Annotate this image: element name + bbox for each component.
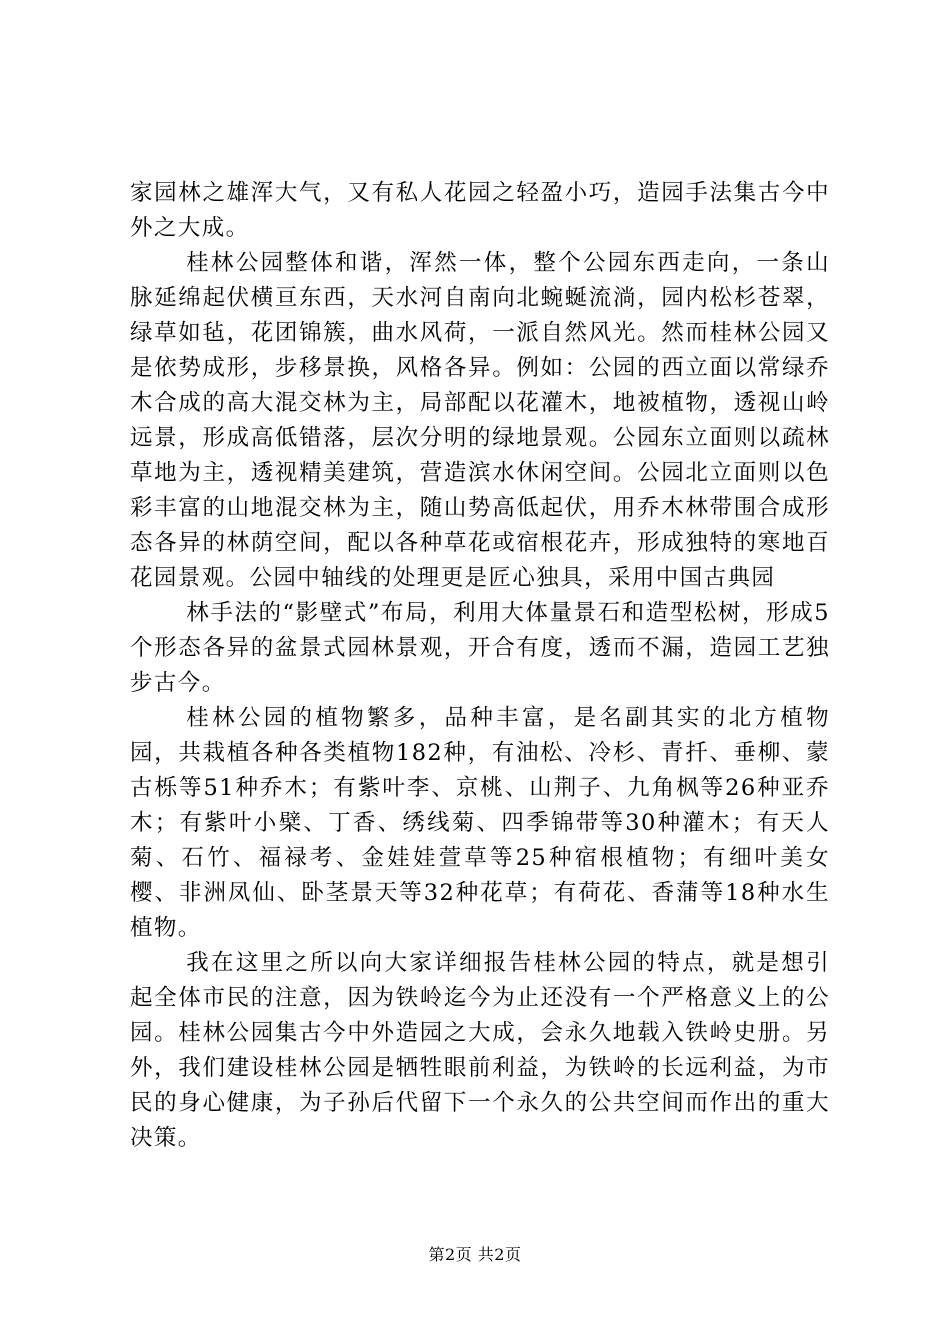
page-number-footer: 第2页 共2页 [428,1245,522,1264]
paragraph-2: 桂林公园整体和谐，浑然一体，整个公园东西走向，一条山脉延绵起伏横亘东西，天水河自南向北蜿蜒流淌，园内松杉苍翠，绿草如毡，花团锦簇，曲水风荷，一派自然风光。然而桂林公园又是依势成形，步移景换，风格各异。例如：公园的西立面以常绿乔木合成的高大混交林为主，局部配以花灌木，地被植物，透视山岭远景，形成高低错落，层次分明的绿地景观。公园东立面则以疏林草地为主，透视精美建筑，营造滨水休闲空间。公园北立面则以色彩丰富的山地混交林为主，随山势高低起伏，用乔木林带围合成形态各异的林荫空间，配以各种草花或宿根花卉，形成独特的寒地百花园景观。公园中轴线的处理更是匠心独具，采用中国古典园 [130,250,830,591]
paragraph-3: 林手法的“影壁式”布局，利用大体量景石和造型松树，形成5个形态各异的盆景式园林景观，开合有度，透而不漏，造园工艺独步古今。 [130,600,830,696]
paragraph-1: 家园林之雄浑大气，又有私人花园之轻盈小巧，造园手法集古今中外之大成。 [130,180,830,241]
paragraph-5: 我在这里之所以向大家详细报告桂林公园的特点，就是想引起全体市民的注意，因为铁岭迄今为止还没有一个严格意义上的公园。桂林公园集古今中外造园之大成，会永久地载入铁岭史册。另外，我们建设桂林公园是牺牲眼前利益，为铁岭的长远利益，为市民的身心健康，为子孙后代留下一个永久的公共空间而作出的重大决策。 [130,950,830,1151]
paragraph-4: 桂林公园的植物繁多，品种丰富，是名副其实的北方植物园，共栽植各种各类植物182种，有油松、冷杉、青扦、垂柳、蒙古栎等51种乔木；有紫叶李、京桃、山荆子、九角枫等26种亚乔木；有紫叶小檗、丁香、绣线菊、四季锦带等30种灌木；有天人菊、石竹、福禄考、金娃娃萱草等25种宿根植物；有细叶美女樱、非洲凤仙、卧茎景天等32种花草；有荷花、香蒲等18种水生植物。 [130,705,830,941]
document-body [130,176,830,1156]
